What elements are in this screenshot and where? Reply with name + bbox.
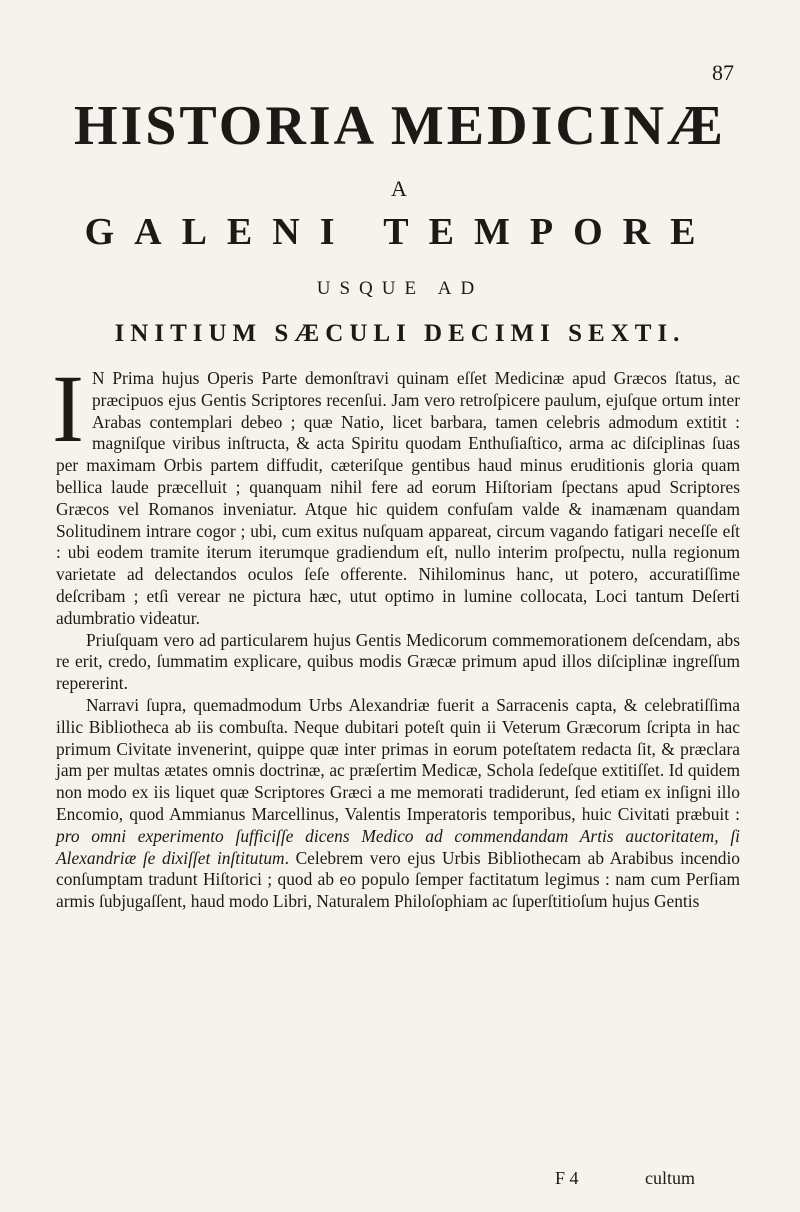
paragraph-3 — [56, 695, 740, 913]
paragraph-1-text: N Prima hujus Operis Parte demonſtravi quinam eſſet Medicinæ apud Græcos ſtatus, ac præcipuos ejus Gentis Scriptores recenſui. Jam vero retroſpicere paulum, ejuſque ortum inter Arabas contemplari debeo ; quæ Natio, licet barbara, tamen celebris admodum extitit : magniſque viribus inſtructa, & acta Spiritu quodam Enthuſiaſtico, arma ac diſciplinas ſuas per maximam Orbis partem diffudit, cæteriſque gentibus haud minus eruditionis gloria quam bellica laude præcelluit ; quanquam nihil fere ad eorum Hiſtoriam ſpectans apud Scriptores Græcos vel Romanos inveniatur. Atque hic quidem confuſam valde & inamænam quandam Solitudinem intrare cogor ; ubi, cum exitus nuſquam appareat, circum vagando fatigari neceſſe eſt : ubi eodem tramite iterum iterumque gradiendum eſt, nullo interim proſpectu, nulla regionum varietate ad delectandos oculos ſeſe offerente. Nihilominus hanc, ut potero, accuratiſſime deſcribam ; etſi verear ne pictura hæc, utut optimo in lumine collocata, Loci tantum Deſerti adumbratio videatur. — [56, 368, 740, 628]
paragraph-2: Priuſquam vero ad particularem hujus Gentis Medicorum commemorationem deſcendam, abs re erit, credo, ſummatim explicare, quibus modis Græcæ primum apud illos diſciplinæ ingreſſum repererint. — [56, 629, 740, 694]
page-number: 87 — [712, 60, 734, 85]
signature-mark: F 4 — [555, 1168, 579, 1188]
paragraph-3-text-b: . Celebrem vero ejus Urbis Bibliothecam ab Arabibus incendio conſumptam tradunt Hiſtorici ; quod ab eo populo ſemper factitatum legimus : nam cum Perſiam armis ſubjugaſſent, haud modo Libri, Naturalem Philoſophiam ac ſuperſtitioſum hujus Gentis — [56, 847, 740, 912]
title-galeni-tempore: GALENI TEMPORE — [84, 211, 716, 253]
ammianus-quotation: pro omni experimento ſufficiſſe dicens Medico ad commendandam Artis auctoritatem, ſi Alexandriæ ſe dixiſſet inſtitutum — [56, 825, 740, 868]
title-usque-ad: USQUE AD — [316, 278, 484, 299]
title-historia-medicinae: HISTORIA MEDICINÆ — [73, 95, 727, 157]
paragraph-3-text-a: Narravi ſupra, quemadmodum Urbs Alexandriæ fuerit a Sarracenis capta, & celebratiſſima illic Bibliotheca ab iis combuſta. Neque dubitari poteſt quin ii Veterum Græcorum ſcripta in hac primum Civitate invenerint, quippe quæ inter primas in eorum poteſtatem redacta ſit, & præclara jam per multas ætates omnis doctrinæ, ac præſertim Medicæ, Schola ſedeſque extitiſſet. Id quidem non modo ex iis liquet quæ Scriptores Græci a me memorati tradiderunt, ſed etiam ex inſigni illo Encomio, quod Ammianus Marcellinus, Valentis Imperatoris temporibus, huic Civitati præbuit : — [56, 694, 740, 824]
body-text — [52, 355, 740, 913]
paragraph-1 — [52, 355, 740, 630]
title-a: A — [391, 176, 409, 201]
title-initium-saeculi: INITIUM SÆCULI DECIMI SEXTI. — [114, 320, 686, 347]
catchword: cultum — [645, 1168, 695, 1188]
drop-cap: I — [52, 355, 84, 462]
